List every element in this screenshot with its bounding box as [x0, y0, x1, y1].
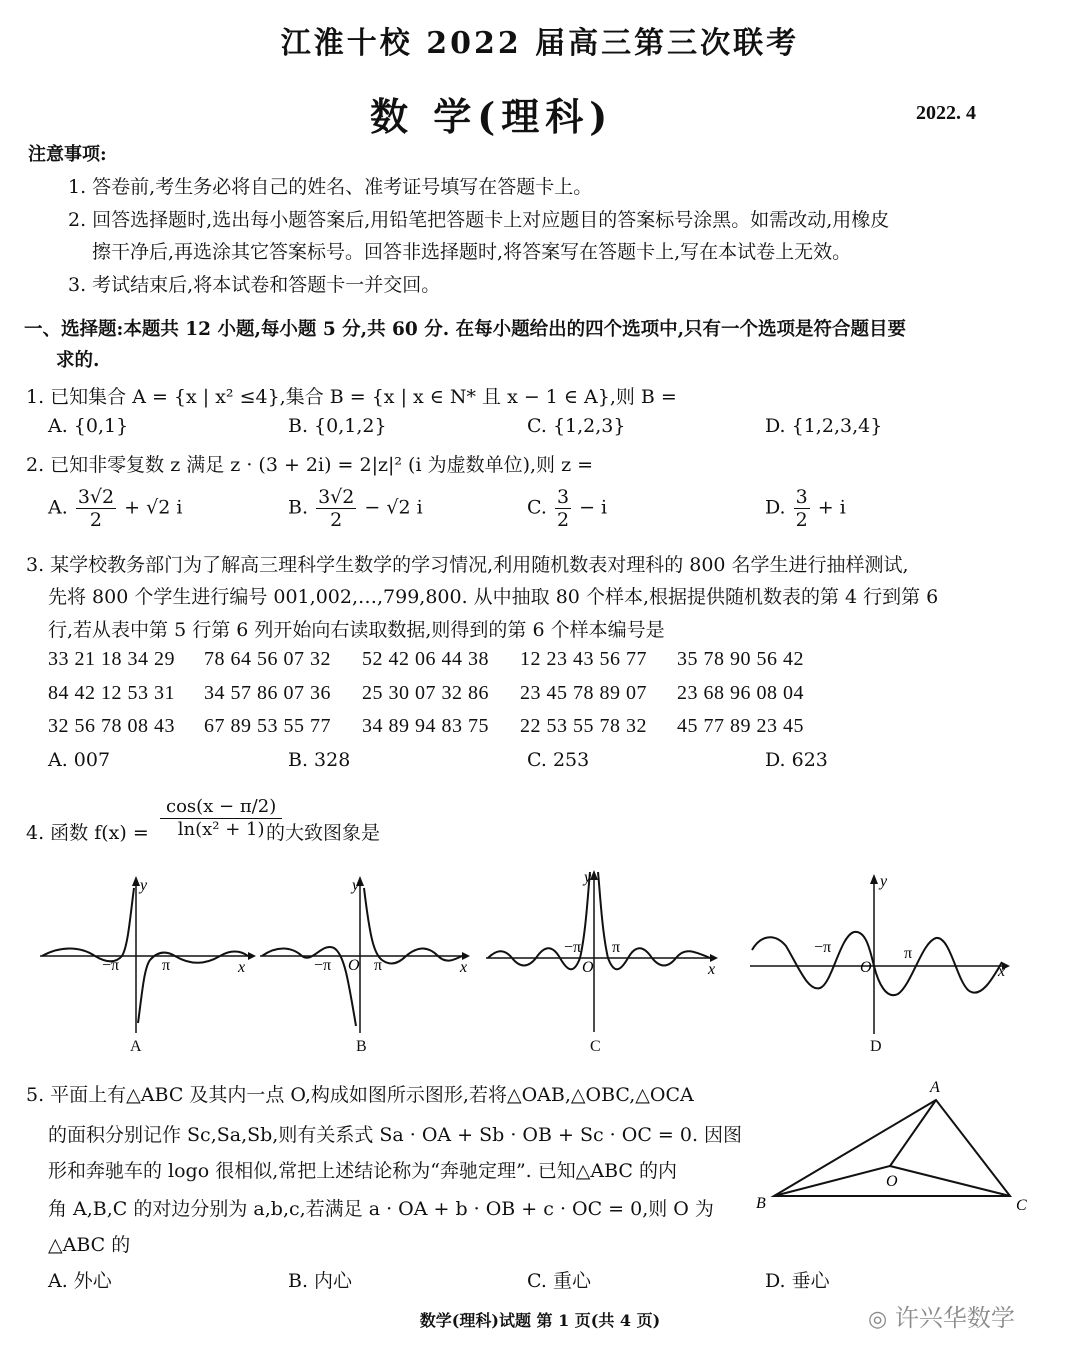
option-tail: − i	[579, 496, 608, 519]
random-table-cell: 34 57 86 07 36	[204, 682, 331, 704]
random-table-cell: 34 89 94 83 75	[362, 715, 489, 737]
pi-label: π	[904, 945, 913, 962]
subject-title: 数 学(理科)	[370, 94, 614, 139]
notice-item-2: 2. 回答选择题时,选出每小题答案后,用铅笔把答题卡上对应题目的答案标号涂黑。如需改动,用橡皮	[68, 209, 890, 231]
option-tail: − √2 i	[364, 496, 423, 519]
q2-stem: 2. 已知非零复数 z 满足 z · (3 + 2i) = 2|z|² (i 为虚数单位),则 z =	[26, 454, 594, 476]
notice-item-2-cont: 擦干净后,再选涂其它答案标号。回答非选择题时,将答案写在答题卡上,写在本试卷上无效。	[92, 241, 852, 263]
q1-option-a: A. {0,1}	[48, 415, 129, 437]
denominator: ln(x² + 1)	[177, 819, 265, 840]
random-table-cell: 22 53 55 78 32	[520, 715, 647, 737]
graph-c	[482, 862, 726, 1038]
notice-item-3: 3. 考试结束后,将本试卷和答题卡一并交回。	[68, 274, 441, 296]
fraction	[555, 486, 571, 531]
exam-date: 2022. 4	[916, 102, 976, 124]
numerator: 3	[795, 486, 808, 508]
q3-option-b: B. 328	[288, 749, 351, 771]
q2-option-c	[527, 486, 607, 531]
q2-option-d	[765, 486, 846, 531]
pi-label: π	[162, 957, 171, 974]
q1-option-c: C. {1,2,3}	[527, 415, 626, 437]
graph-d	[746, 866, 1018, 1038]
denominator: 2	[795, 509, 808, 531]
notice-heading: 注意事项:	[28, 144, 107, 165]
q1-option-d: D. {1,2,3,4}	[765, 415, 883, 437]
option-label: A.	[48, 496, 68, 519]
option-tail: + i	[817, 496, 846, 519]
random-table-cell: 32 56 78 08 43	[48, 715, 175, 737]
origin-label: O	[582, 959, 594, 976]
q2-option-b	[288, 486, 423, 531]
graph-a	[30, 868, 260, 1038]
watermark	[868, 1298, 1015, 1333]
q3-option-a: A. 007	[48, 749, 111, 771]
numerator: 3√2	[77, 486, 115, 508]
section-heading-cont: 求的.	[56, 350, 100, 371]
random-table-cell: 78 64 56 07 32	[204, 648, 331, 670]
vertex-c-label: C	[1016, 1197, 1027, 1214]
graph-b-label: B	[356, 1038, 367, 1055]
y-axis-label: y	[880, 873, 888, 890]
q5-option-b: B. 内心	[288, 1270, 353, 1292]
random-table-cell: 12 23 43 56 77	[520, 648, 647, 670]
graph-b	[256, 868, 478, 1038]
neg-pi-label: −π	[102, 957, 120, 974]
option-label: C.	[527, 496, 547, 519]
denominator: 2	[556, 509, 570, 531]
numerator: 3√2	[318, 486, 355, 508]
x-axis-label: x	[708, 961, 716, 978]
q2-option-a	[48, 486, 182, 531]
denominator: 2	[89, 509, 102, 531]
x-axis-label: x	[998, 963, 1006, 980]
x-axis-label: x	[460, 959, 468, 976]
pi-label: π	[374, 957, 383, 974]
q5-stem-line-2: 的面积分别记作 Sc,Sa,Sb,则有关系式 Sa · OA + Sb · OB + Sc · OC = 0. 因图	[48, 1124, 743, 1146]
random-table-cell: 52 42 06 44 38	[362, 648, 489, 670]
q5-option-d: D. 垂心	[765, 1270, 830, 1292]
pi-label: π	[612, 939, 621, 956]
section-heading: 一、选择题:本题共 12 小题,每小题 5 分,共 60 分. 在每小题给出的四个选项中,只有一个选项是符合题目要	[24, 319, 907, 340]
denominator: 2	[330, 509, 343, 531]
random-table-cell: 25 30 07 32 86	[362, 682, 489, 704]
q3-stem-line-2: 先将 800 个学生进行编号 001,002,…,799,800. 从中抽取 80 个样本,根据提供随机数表的第 4 行到第 6	[48, 586, 939, 608]
neg-pi-label: −π	[314, 957, 332, 974]
q5-option-a: A. 外心	[48, 1270, 112, 1292]
x-axis-label: x	[238, 959, 246, 976]
q3-stem-line-3: 行,若从表中第 5 行第 6 列开始向右读取数据,则得到的第 6 个样本编号是	[48, 619, 665, 641]
y-axis-label: y	[352, 877, 360, 894]
q3-stem-line-1: 3. 某学校教务部门为了解高三理科学生数学的学习情况,利用随机数表对理科的 800 名学生进行抽样测试,	[26, 554, 909, 576]
fraction	[316, 486, 356, 531]
q4-suffix: 的大致图象是	[266, 822, 381, 844]
neg-pi-label: −π	[814, 939, 832, 956]
q3-option-d: D. 623	[765, 749, 828, 771]
triangle-figure	[752, 1074, 1042, 1218]
page-footer: 数学(理科)试题 第 1 页(共 4 页)	[419, 1311, 661, 1330]
wechat-icon: ◎	[868, 1307, 888, 1332]
vertex-a-label: A	[930, 1079, 940, 1096]
q5-stem-line-3: 形和奔驰车的 logo 很相似,常把上述结论称为“奔驰定理”. 已知△ABC 的内	[48, 1160, 677, 1182]
q5-option-c: C. 重心	[527, 1270, 591, 1292]
exam-title: 江淮十校 2022 届高三第三次联考	[280, 26, 800, 61]
random-table-cell: 84 42 12 53 31	[48, 682, 175, 704]
fraction	[794, 486, 810, 531]
option-label: B.	[288, 496, 309, 519]
origin-label: O	[860, 959, 872, 976]
graph-c-label: C	[590, 1038, 601, 1055]
graph-d-label: D	[870, 1038, 882, 1055]
watermark-text: 许兴华数学	[894, 1304, 1015, 1332]
q5-stem-line-4: 角 A,B,C 的对边分别为 a,b,c,若满足 a · OA + b · OB + c · OC = 0,则 O 为	[48, 1198, 714, 1220]
q1-option-b: B. {0,1,2}	[288, 415, 387, 437]
numerator: cos(x − π/2)	[160, 796, 282, 819]
random-table-cell: 67 89 53 55 77	[204, 715, 331, 737]
neg-pi-label: −π	[564, 939, 582, 956]
q1-stem: 1. 已知集合 A = {x | x² ≤4},集合 B = {x | x ∈ N* 且 x − 1 ∈ A},则 B =	[26, 386, 677, 408]
origin-label: O	[348, 957, 360, 974]
y-axis-label: y	[140, 877, 148, 894]
q3-option-c: C. 253	[527, 749, 590, 771]
q4-prefix: 4. 函数 f(x) =	[26, 822, 149, 844]
option-tail: + √2 i	[124, 496, 183, 519]
y-axis-label: y	[584, 869, 592, 886]
fraction	[160, 796, 282, 841]
random-table-cell: 35 78 90 56 42	[677, 648, 804, 670]
point-o-label: O	[886, 1173, 898, 1190]
fraction	[76, 486, 116, 531]
random-table-cell: 23 45 78 89 07	[520, 682, 647, 704]
q5-stem-line-1: 5. 平面上有△ABC 及其内一点 O,构成如图所示图形,若将△OAB,△OBC,△OCA	[26, 1084, 694, 1106]
graph-a-label: A	[130, 1038, 142, 1055]
random-table-cell: 45 77 89 23 45	[677, 715, 804, 737]
option-label: D.	[765, 496, 786, 519]
random-table-cell: 33 21 18 34 29	[48, 648, 175, 670]
random-table-cell: 23 68 96 08 04	[677, 682, 804, 704]
notice-item-1: 1. 答卷前,考生务必将自己的姓名、准考证号填写在答题卡上。	[68, 176, 593, 198]
q5-stem-line-5: △ABC 的	[48, 1234, 131, 1256]
vertex-b-label: B	[756, 1195, 766, 1212]
numerator: 3	[556, 486, 570, 508]
